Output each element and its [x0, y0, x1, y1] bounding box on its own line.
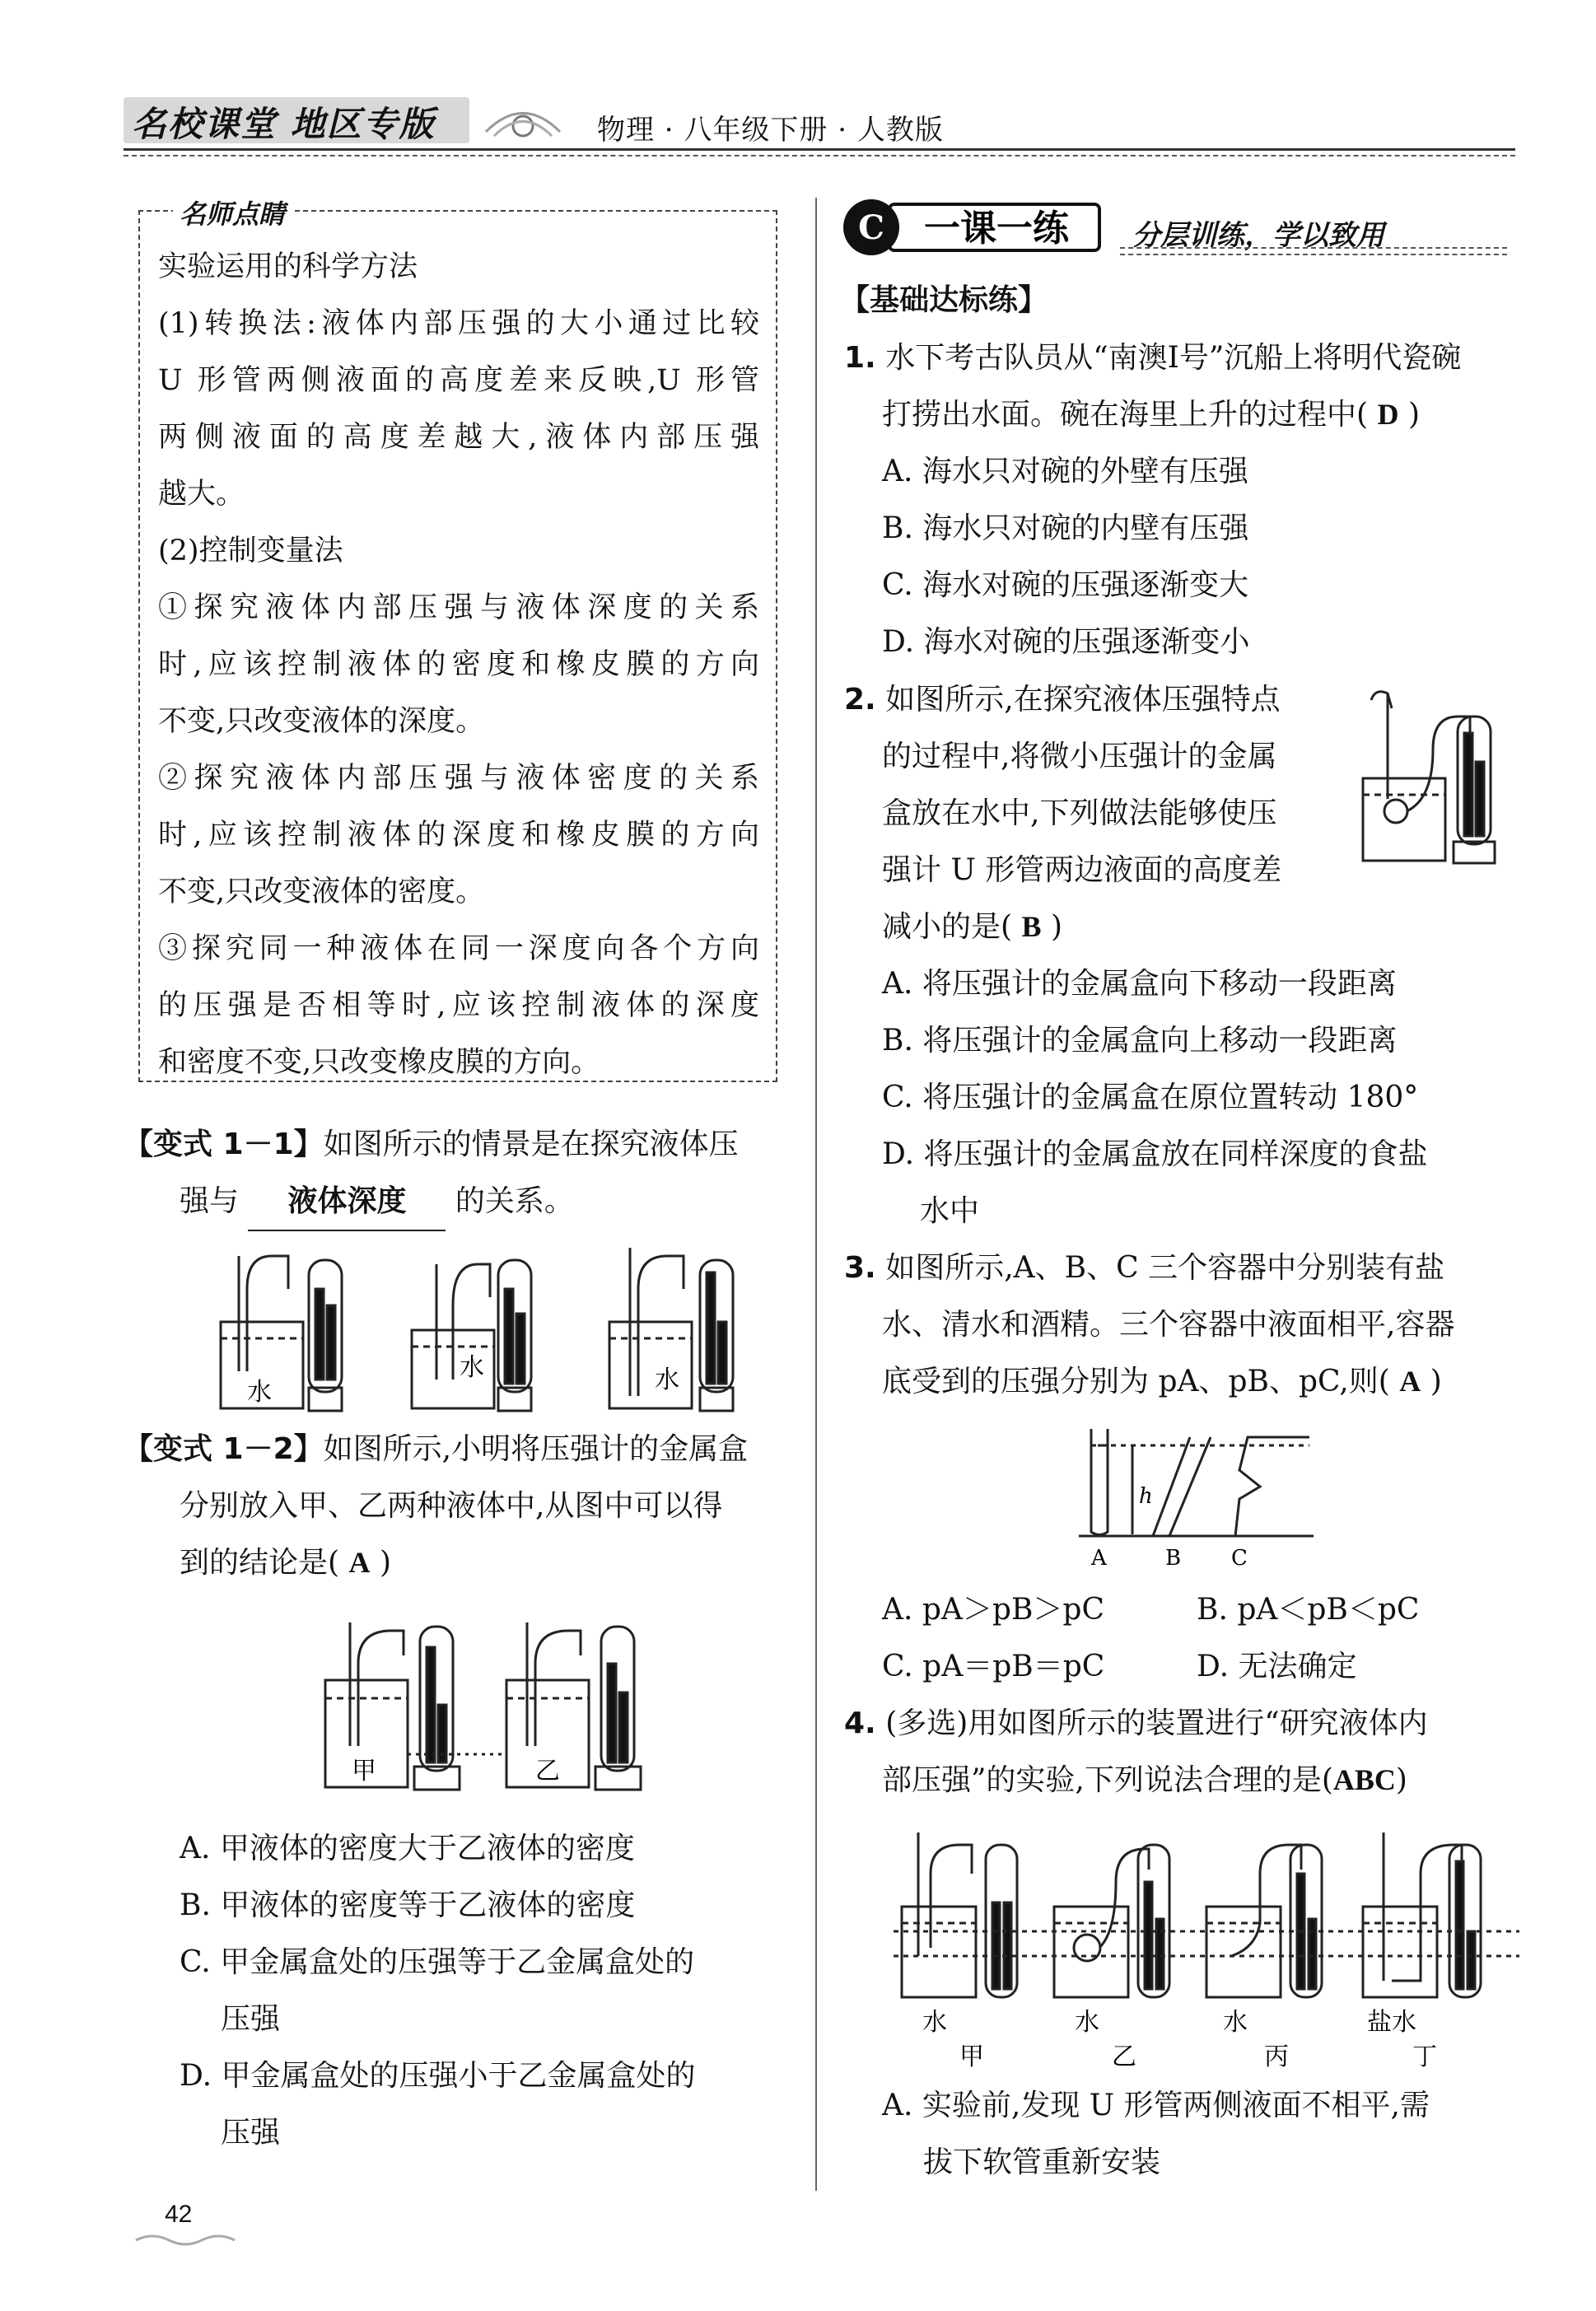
- option: A. 甲液体的密度大于乙液体的密度: [180, 1832, 635, 1865]
- variant-text: 如图所示的情景是在探究液体压: [323, 1127, 739, 1161]
- option: 水中: [920, 1194, 980, 1228]
- question-text: 打捞出水面。碗在海里上升的过程中(: [882, 398, 1369, 432]
- answer: ABC: [1332, 1763, 1396, 1796]
- question-text: 水、清水和酒精。三个容器中液面相平,容器: [882, 1308, 1455, 1342]
- question-text: 强计 U 形管两边液面的高度差: [882, 853, 1282, 887]
- header-subtitle: 物理 · 八年级下册 · 人教版: [597, 114, 944, 147]
- section-letter: C: [858, 208, 884, 247]
- tip-line: ②探究液体内部压强与液体密度的关系: [158, 762, 759, 795]
- question-text: 减小的是(: [882, 910, 1013, 944]
- figure-label: 水: [1075, 2008, 1099, 2037]
- answer: A: [1399, 1365, 1421, 1398]
- option: D. 甲金属盒处的压强小于乙金属盒处的: [180, 2059, 696, 2093]
- variant-1-2-options: [180, 1820, 789, 2161]
- option: C. 甲金属盒处的压强等于乙金属盒处的: [180, 1945, 695, 1979]
- figure-label: 乙: [1112, 2043, 1136, 2071]
- question-text: (多选)用如图所示的装置进行“研究液体内: [885, 1706, 1428, 1740]
- question-text: 的过程中,将微小压强计的金属: [882, 740, 1277, 773]
- option: A. 海水只对碗的外壁有压强: [882, 455, 1248, 488]
- section-subtitle: 分层训练，学以致用: [1132, 219, 1384, 252]
- tip-line: 两侧液面的高度差越大,液体内部压强: [158, 421, 759, 454]
- figure-manometers-depth: [206, 1240, 741, 1417]
- figure-two-liquids: [317, 1606, 655, 1804]
- question-3-options: [882, 1581, 1524, 1695]
- page-number: 42: [165, 2201, 193, 2228]
- tip-title: 名师点睛: [173, 194, 292, 231]
- figure-label: 盐水: [1367, 2008, 1416, 2037]
- variant-text: 到的结论是(: [180, 1546, 340, 1580]
- variant-text: 的关系。: [455, 1184, 574, 1218]
- figure-label: 水: [1223, 2008, 1248, 2037]
- option: D. 无法确定: [1197, 1650, 1357, 1683]
- tip-line: 的压强是否相等时,应该控制液体的深度: [158, 989, 759, 1022]
- variant-label: 【变式 1－1】: [124, 1127, 324, 1161]
- section-title: 一课一练: [924, 208, 1069, 250]
- answer: B: [1021, 910, 1042, 943]
- question-number: 1.: [844, 341, 876, 375]
- tip-line: 不变,只改变液体的深度。: [158, 705, 485, 738]
- option: B. 将压强计的金属盒向上移动一段距离: [882, 1024, 1398, 1057]
- option: B. 甲液体的密度等于乙液体的密度: [180, 1888, 636, 1922]
- tip-line: ③探究同一种液体在同一深度向各个方向: [158, 932, 759, 965]
- figure-q2-manometer: [1359, 684, 1507, 873]
- question-4: [844, 1695, 1519, 1809]
- figure-label: 水: [922, 2008, 947, 2037]
- option: A. 将压强计的金属盒向下移动一段距离: [882, 967, 1397, 1001]
- figure-label: A: [1091, 1546, 1107, 1571]
- option: A. pA＞pB＞pC: [882, 1593, 1105, 1627]
- tip-line: 不变,只改变液体的密度。: [158, 875, 485, 908]
- figure-label: 乙: [535, 1757, 560, 1786]
- option: C. 将压强计的金属盒在原位置转动 180°: [882, 1081, 1419, 1114]
- figure-label: B: [1165, 1546, 1182, 1571]
- variant-1-1: [124, 1116, 782, 1231]
- section-rule: [1120, 254, 1507, 255]
- question-number: 3.: [844, 1251, 876, 1285]
- column-divider: [815, 198, 817, 2191]
- option: 拔下软管重新安装: [923, 2145, 1161, 2179]
- question-text: ): [1407, 398, 1420, 432]
- tip-line: 时,应该控制液体的深度和橡皮膜的方向: [158, 819, 759, 852]
- figure-q4-manometers: [894, 1824, 1519, 2071]
- question-text: 如图所示,在探究液体压强特点: [885, 683, 1281, 717]
- answer: A: [348, 1546, 371, 1579]
- option: D. 海水对碗的压强逐渐变小: [882, 625, 1250, 659]
- figure-label: 水: [460, 1353, 484, 1382]
- figure-label: 甲: [352, 1757, 376, 1786]
- variant-text: 强与: [180, 1184, 240, 1218]
- header-brand: 名校课堂 地区专版: [132, 104, 436, 144]
- figure-label: h: [1139, 1484, 1153, 1509]
- figure-label: C: [1231, 1546, 1248, 1571]
- tip-line: 越大。: [158, 478, 245, 511]
- option: A. 实验前,发现 U 形管两侧液面不相平,需: [882, 2089, 1430, 2122]
- tip-line: (2)控制变量法: [158, 535, 343, 567]
- option: B. pA＜pB＜pC: [1197, 1593, 1420, 1627]
- question-text: ): [1050, 910, 1063, 944]
- section-badge: [840, 198, 1104, 257]
- tip-line: 实验运用的科学方法: [158, 250, 418, 283]
- sub-heading: 【基础达标练】: [840, 283, 1048, 317]
- option: D. 将压强计的金属盒放在同样深度的食盐: [882, 1137, 1428, 1171]
- tip-line: (1)转换法:液体内部压强的大小通过比较: [158, 307, 759, 340]
- tip-line: 时,应该控制液体的密度和橡皮膜的方向: [158, 648, 759, 681]
- variant-text: ): [379, 1546, 391, 1580]
- fill-answer: 液体深度: [248, 1173, 446, 1231]
- question-1: [844, 329, 1519, 670]
- header-ornament-icon: [478, 95, 568, 144]
- figure-label: 水: [655, 1366, 679, 1394]
- tip-line: ①探究液体内部压强与液体深度的关系: [158, 591, 759, 624]
- option: C. pA＝pB＝pC: [882, 1650, 1105, 1683]
- question-4-options: [882, 2077, 1524, 2191]
- figure-label: 水: [247, 1378, 272, 1407]
- figure-q3-containers: [1075, 1421, 1322, 1581]
- option: C. 海水对碗的压强逐渐变大: [882, 568, 1249, 602]
- header-rule-dashed: [124, 155, 1515, 156]
- question-text: ): [1430, 1365, 1442, 1398]
- variant-1-2: [124, 1421, 782, 1591]
- figure-label: 甲: [959, 2043, 984, 2071]
- question-text: 底受到的压强分别为 pA、pB、pC,则(: [882, 1365, 1390, 1398]
- figure-label: 丁: [1412, 2043, 1437, 2071]
- variant-text: 分别放入甲、乙两种液体中,从图中可以得: [180, 1489, 723, 1523]
- question-number: 2.: [844, 683, 876, 717]
- question-text: 盒放在水中,下列做法能够使压: [882, 796, 1277, 830]
- header-rule: [124, 148, 1515, 151]
- variant-text: 如图所示,小明将压强计的金属盒: [323, 1432, 749, 1466]
- question-text: 部压强”的实验,下列说法合理的是(: [882, 1763, 1333, 1797]
- figure-label: 丙: [1264, 2043, 1289, 2071]
- section-rule: [1120, 247, 1507, 249]
- tip-line: U 形管两侧液面的高度差来反映,U 形管: [158, 364, 759, 397]
- question-text: 如图所示,A、B、C 三个容器中分别装有盐: [885, 1251, 1445, 1285]
- footer-ornament-icon: [132, 2232, 239, 2248]
- tip-content: [158, 239, 759, 1091]
- option: 压强: [221, 2116, 281, 2150]
- question-text: ): [1395, 1763, 1407, 1797]
- option: B. 海水只对碗的内壁有压强: [882, 511, 1249, 545]
- question-3: [844, 1240, 1519, 1410]
- answer: D: [1377, 398, 1399, 431]
- question-number: 4.: [844, 1706, 876, 1740]
- option: 压强: [221, 2002, 281, 2036]
- question-text: 水下考古队员从“南澳Ⅰ号”沉船上将明代瓷碗: [885, 341, 1462, 375]
- tip-line: 和密度不变,只改变橡皮膜的方向。: [158, 1046, 600, 1079]
- variant-label: 【变式 1－2】: [124, 1432, 324, 1466]
